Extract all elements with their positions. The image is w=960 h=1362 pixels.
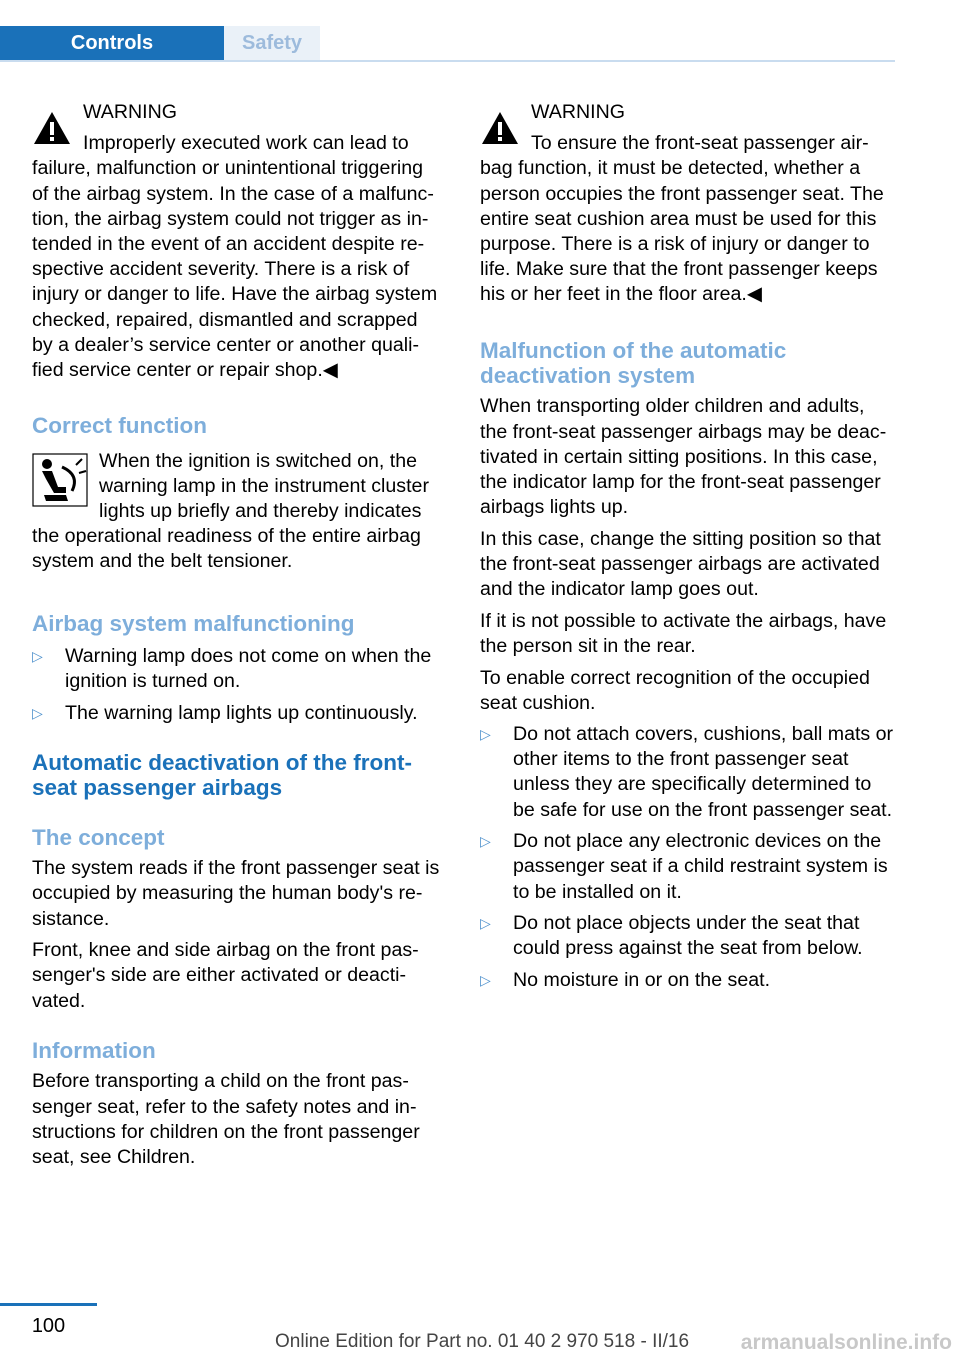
- list-item: ▷ Do not place objects under the seat that could press against the seat from below.: [480, 912, 863, 960]
- page-number: 100: [31, 1315, 66, 1337]
- heading-the-concept: The concept: [32, 824, 165, 850]
- heading-automatic-deactivation: Automatic deactivation of the front‐seat passenger airbags: [32, 750, 413, 801]
- list-item: ▷ Do not attach covers, cushions, ball mats or other items to the front passenger seat unless they are specifically determined to be safe for use on the front passenger seat.: [480, 723, 894, 821]
- warning-line: injury or danger to life. Have the airbag system: [32, 283, 438, 306]
- list-item: ▷ Do not place any electronic devices on the passenger seat if a child restraint system is to be installed on it.: [480, 830, 888, 903]
- warning-line: by a dealer’s service center or another quali‐: [32, 333, 420, 356]
- paragraph: When transporting older children and adults, the front-seat passenger airbags may be deac‐tivated in certain sitting positions. In this case, the indicator lamp for the front-seat passenger airbags lights up.: [480, 395, 887, 519]
- header-rule: [0, 60, 895, 62]
- airbag-indicator-icon: [32, 453, 88, 507]
- list-item: ▷ Warning lamp does not come on when the ignition is turned on.: [32, 645, 432, 693]
- list-item: ▷ The warning lamp lights up continuously.: [32, 701, 448, 726]
- triangle-bullet-icon: ▷: [32, 648, 43, 665]
- correct-function-line: the operational readiness of the entire airbag: [32, 525, 421, 548]
- warning-triangle-icon: [32, 110, 72, 146]
- edition-note: Online Edition for Part no. 01 40 2 970 518 - II/16: [275, 1331, 690, 1352]
- warning-text: bag function, it must be detected, whether a person occupies the front passenger seat. The entire seat cushion area must be used for this purpose. There is a risk of injury or danger to life. Make sure that the front passenger keeps his or her feet in the floor area.◀: [480, 157, 884, 306]
- correct-function-line: lights up briefly and thereby indicates: [99, 500, 422, 523]
- tab-controls[interactable]: Controls: [0, 26, 224, 61]
- warning-line: tended in the event of an accident despite re‐: [32, 233, 425, 256]
- paragraph: In this case, change the sitting position so that the front-seat passenger airbags are activated and the indicator lamp goes out.: [480, 527, 881, 601]
- warning-line: Improperly executed work can lead to: [83, 132, 409, 155]
- warning-block-airbag-work: [32, 100, 448, 383]
- footer-rule: [0, 1303, 97, 1306]
- right-column: [480, 100, 896, 993]
- warning-line: tion, the airbag system could not trigger as in‐: [32, 207, 429, 230]
- warning-label: WARNING: [531, 101, 625, 123]
- paragraph: Front, knee and side airbag on the front pas‐senger's side are either activated or deacti‐vated.: [32, 939, 419, 1012]
- warning-line: of the airbag system. In the case of a malfunc‐: [32, 182, 434, 205]
- paragraph: To enable correct recognition of the occupied seat cushion.: [480, 666, 870, 714]
- list-item: ▷ No moisture in or on the seat.: [480, 968, 896, 993]
- warning-line: To ensure the front-seat passenger air‐: [531, 132, 869, 155]
- correct-function-block: [32, 449, 448, 575]
- correct-function-line: warning lamp in the instrument cluster: [99, 474, 429, 497]
- triangle-bullet-icon: ▷: [480, 833, 491, 850]
- watermark: armanualsonline.info: [740, 1331, 952, 1354]
- tab-safety[interactable]: Safety: [224, 26, 320, 61]
- malfunction-list: [32, 644, 448, 726]
- triangle-bullet-icon: ▷: [480, 726, 491, 743]
- paragraph: If it is not possible to activate the airbags, have the person sit in the rear.: [480, 609, 887, 658]
- warning-line: spective accident severity. There is a risk of: [32, 258, 410, 281]
- warning-line: fied service center or repair shop.◀: [32, 359, 338, 382]
- chapter-tabs: [0, 26, 895, 61]
- left-column: [32, 100, 448, 1170]
- correct-function-line: system and the belt tensioner.: [32, 550, 293, 573]
- triangle-bullet-icon: ▷: [480, 972, 491, 989]
- correct-function-line: When the ignition is switched on, the: [99, 449, 418, 472]
- warning-block-passenger-detection: [480, 100, 896, 308]
- triangle-bullet-icon: ▷: [480, 915, 491, 932]
- warning-triangle-icon: [480, 110, 520, 146]
- warning-line: failure, malfunction or unintentional triggering: [32, 157, 424, 180]
- warning-label: WARNING: [83, 101, 177, 123]
- heading-airbag-malfunctioning: Airbag system malfunctioning: [32, 610, 355, 636]
- heading-malfunction-automatic-deactivation: Malfunction of the automatic deactivation system: [480, 337, 787, 389]
- heading-information: Information: [32, 1037, 156, 1063]
- paragraph: The system reads if the front passenger seat is occupied by measuring the human body's re‐sistance.: [32, 857, 440, 930]
- paragraph: Before transporting a child on the front pas‐senger seat, refer to the safety notes and in‐structions for children on the front passenger seat, see Children.: [32, 1070, 420, 1168]
- heading-correct-function: Correct function: [32, 413, 208, 439]
- triangle-bullet-icon: ▷: [32, 704, 43, 721]
- warning-line: checked, repaired, dismantled and scrapped: [32, 308, 418, 331]
- seat-recognition-list: [480, 722, 896, 993]
